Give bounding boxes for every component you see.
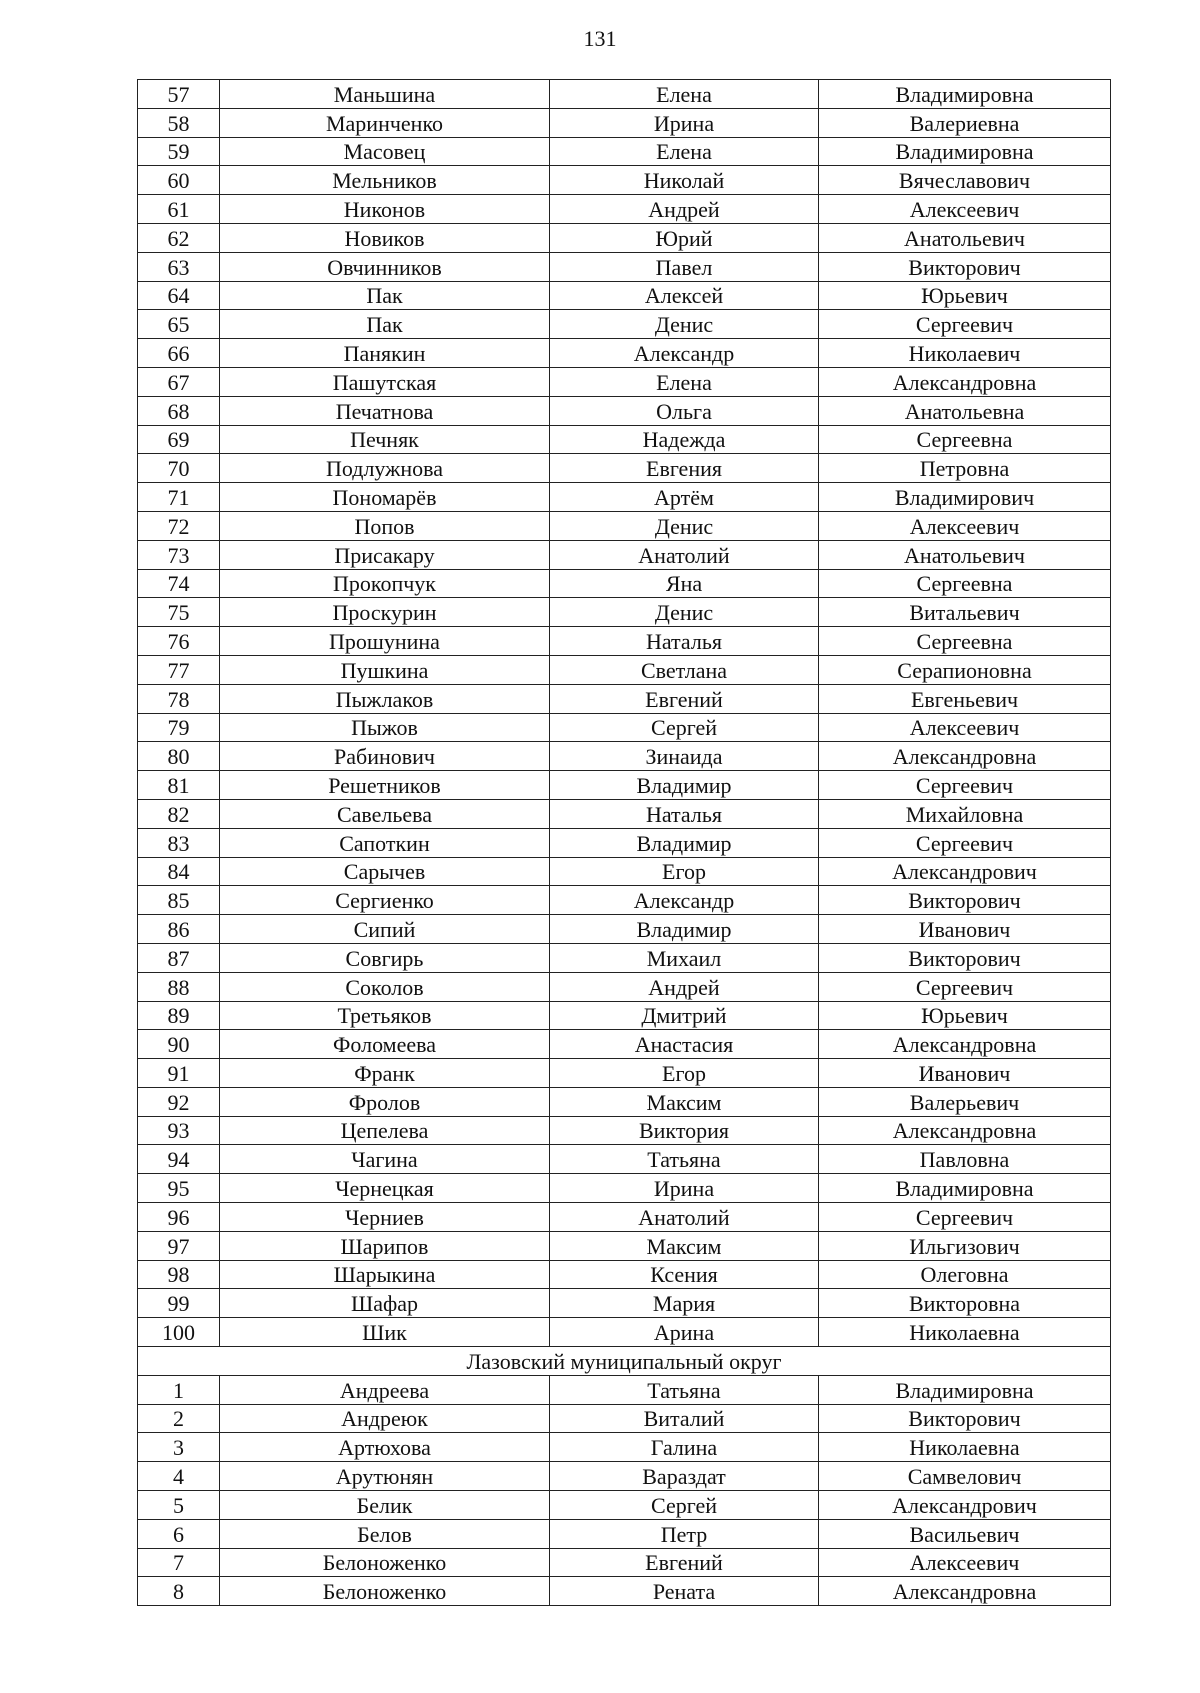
row-number-cell: 91 bbox=[138, 1059, 220, 1088]
patronymic-cell: Николаевна bbox=[819, 1433, 1111, 1462]
last-name-cell: Пономарёв bbox=[220, 483, 550, 512]
last-name-cell: Попов bbox=[220, 511, 550, 540]
table-row bbox=[138, 1116, 1111, 1145]
patronymic-cell: Викторович bbox=[819, 252, 1111, 281]
row-number-cell: 97 bbox=[138, 1231, 220, 1260]
row-number-cell: 63 bbox=[138, 252, 220, 281]
table-row bbox=[138, 569, 1111, 598]
last-name-cell: Черниев bbox=[220, 1203, 550, 1232]
patronymic-cell: Сергеевна bbox=[819, 627, 1111, 656]
table-row bbox=[138, 339, 1111, 368]
patronymic-cell: Александрович bbox=[819, 1491, 1111, 1520]
first-name-cell: Надежда bbox=[550, 425, 819, 454]
patronymic-cell: Самвелович bbox=[819, 1462, 1111, 1491]
first-name-cell: Ольга bbox=[550, 396, 819, 425]
table-row bbox=[138, 886, 1111, 915]
table-row bbox=[138, 1030, 1111, 1059]
last-name-cell: Арутюнян bbox=[220, 1462, 550, 1491]
table-row bbox=[138, 1491, 1111, 1520]
last-name-cell: Рабинович bbox=[220, 742, 550, 771]
last-name-cell: Андреюк bbox=[220, 1404, 550, 1433]
row-number-cell: 79 bbox=[138, 713, 220, 742]
table-row bbox=[138, 1548, 1111, 1577]
table-row bbox=[138, 454, 1111, 483]
table-row bbox=[138, 223, 1111, 252]
last-name-cell: Шарипов bbox=[220, 1231, 550, 1260]
last-name-cell: Белик bbox=[220, 1491, 550, 1520]
patronymic-cell: Алексеевич bbox=[819, 713, 1111, 742]
patronymic-cell: Валерьевич bbox=[819, 1087, 1111, 1116]
patronymic-cell: Витальевич bbox=[819, 598, 1111, 627]
table-row bbox=[138, 137, 1111, 166]
last-name-cell: Белов bbox=[220, 1519, 550, 1548]
row-number-cell: 65 bbox=[138, 310, 220, 339]
first-name-cell: Егор bbox=[550, 857, 819, 886]
row-number-cell: 4 bbox=[138, 1462, 220, 1491]
table-row bbox=[138, 1231, 1111, 1260]
row-number-cell: 74 bbox=[138, 569, 220, 598]
patronymic-cell: Сергеевич bbox=[819, 828, 1111, 857]
table-row bbox=[138, 1203, 1111, 1232]
table-row bbox=[138, 1519, 1111, 1548]
table-row bbox=[138, 425, 1111, 454]
first-name-cell: Елена bbox=[550, 367, 819, 396]
patronymic-cell: Владимировна bbox=[819, 80, 1111, 109]
first-name-cell: Анатолий bbox=[550, 1203, 819, 1232]
table-row bbox=[138, 1059, 1111, 1088]
last-name-cell: Третьяков bbox=[220, 1001, 550, 1030]
row-number-cell: 98 bbox=[138, 1260, 220, 1289]
table-row bbox=[138, 972, 1111, 1001]
first-name-cell: Юрий bbox=[550, 223, 819, 252]
patronymic-cell: Иванович bbox=[819, 915, 1111, 944]
table-row bbox=[138, 396, 1111, 425]
patronymic-cell: Александровна bbox=[819, 1030, 1111, 1059]
table-row bbox=[138, 713, 1111, 742]
patronymic-cell: Владимировна bbox=[819, 1375, 1111, 1404]
last-name-cell: Проскурин bbox=[220, 598, 550, 627]
row-number-cell: 8 bbox=[138, 1577, 220, 1606]
row-number-cell: 78 bbox=[138, 684, 220, 713]
last-name-cell: Фоломеева bbox=[220, 1030, 550, 1059]
row-number-cell: 85 bbox=[138, 886, 220, 915]
first-name-cell: Денис bbox=[550, 310, 819, 339]
patronymic-cell: Викторович bbox=[819, 1404, 1111, 1433]
first-name-cell: Зинаида bbox=[550, 742, 819, 771]
patronymic-cell: Юрьевич bbox=[819, 281, 1111, 310]
row-number-cell: 93 bbox=[138, 1116, 220, 1145]
table-row bbox=[138, 1260, 1111, 1289]
last-name-cell: Пыжлаков bbox=[220, 684, 550, 713]
first-name-cell: Михаил bbox=[550, 943, 819, 972]
table-row bbox=[138, 195, 1111, 224]
row-number-cell: 90 bbox=[138, 1030, 220, 1059]
patronymic-cell: Сергеевич bbox=[819, 1203, 1111, 1232]
last-name-cell: Сапоткин bbox=[220, 828, 550, 857]
last-name-cell: Белоноженко bbox=[220, 1577, 550, 1606]
row-number-cell: 95 bbox=[138, 1174, 220, 1203]
first-name-cell: Артём bbox=[550, 483, 819, 512]
first-name-cell: Евгений bbox=[550, 1548, 819, 1577]
row-number-cell: 1 bbox=[138, 1375, 220, 1404]
first-name-cell: Николай bbox=[550, 166, 819, 195]
last-name-cell: Белоноженко bbox=[220, 1548, 550, 1577]
patronymic-cell: Павловна bbox=[819, 1145, 1111, 1174]
first-name-cell: Петр bbox=[550, 1519, 819, 1548]
patronymic-cell: Александровна bbox=[819, 742, 1111, 771]
last-name-cell: Масовец bbox=[220, 137, 550, 166]
table-row bbox=[138, 367, 1111, 396]
first-name-cell: Владимир bbox=[550, 915, 819, 944]
table-row bbox=[138, 915, 1111, 944]
first-name-cell: Максим bbox=[550, 1087, 819, 1116]
last-name-cell: Решетников bbox=[220, 771, 550, 800]
patronymic-cell: Алексеевич bbox=[819, 511, 1111, 540]
row-number-cell: 92 bbox=[138, 1087, 220, 1116]
last-name-cell: Савельева bbox=[220, 799, 550, 828]
section-header-row bbox=[138, 1347, 1111, 1376]
first-name-cell: Виктория bbox=[550, 1116, 819, 1145]
table-row bbox=[138, 310, 1111, 339]
table-row bbox=[138, 684, 1111, 713]
first-name-cell: Денис bbox=[550, 598, 819, 627]
row-number-cell: 86 bbox=[138, 915, 220, 944]
first-name-cell: Ирина bbox=[550, 1174, 819, 1203]
row-number-cell: 57 bbox=[138, 80, 220, 109]
patronymic-cell: Ильгизович bbox=[819, 1231, 1111, 1260]
first-name-cell: Владимир bbox=[550, 771, 819, 800]
row-number-cell: 66 bbox=[138, 339, 220, 368]
row-number-cell: 87 bbox=[138, 943, 220, 972]
first-name-cell: Ирина bbox=[550, 108, 819, 137]
first-name-cell: Светлана bbox=[550, 655, 819, 684]
last-name-cell: Соколов bbox=[220, 972, 550, 1001]
table-row bbox=[138, 540, 1111, 569]
table-row bbox=[138, 1404, 1111, 1433]
row-number-cell: 76 bbox=[138, 627, 220, 656]
row-number-cell: 77 bbox=[138, 655, 220, 684]
last-name-cell: Чагина bbox=[220, 1145, 550, 1174]
patronymic-cell: Анатольевна bbox=[819, 396, 1111, 425]
row-number-cell: 67 bbox=[138, 367, 220, 396]
last-name-cell: Прокопчук bbox=[220, 569, 550, 598]
row-number-cell: 3 bbox=[138, 1433, 220, 1462]
first-name-cell: Евгения bbox=[550, 454, 819, 483]
row-number-cell: 61 bbox=[138, 195, 220, 224]
table-row bbox=[138, 771, 1111, 800]
first-name-cell: Дмитрий bbox=[550, 1001, 819, 1030]
row-number-cell: 72 bbox=[138, 511, 220, 540]
last-name-cell: Овчинников bbox=[220, 252, 550, 281]
last-name-cell: Сипий bbox=[220, 915, 550, 944]
last-name-cell: Никонов bbox=[220, 195, 550, 224]
last-name-cell: Андреева bbox=[220, 1375, 550, 1404]
first-name-cell: Наталья bbox=[550, 799, 819, 828]
row-number-cell: 68 bbox=[138, 396, 220, 425]
last-name-cell: Пак bbox=[220, 281, 550, 310]
table-row bbox=[138, 483, 1111, 512]
first-name-cell: Анастасия bbox=[550, 1030, 819, 1059]
row-number-cell: 71 bbox=[138, 483, 220, 512]
patronymic-cell: Валериевна bbox=[819, 108, 1111, 137]
patronymic-cell: Алексеевич bbox=[819, 1548, 1111, 1577]
first-name-cell: Сергей bbox=[550, 713, 819, 742]
row-number-cell: 2 bbox=[138, 1404, 220, 1433]
patronymic-cell: Александровна bbox=[819, 367, 1111, 396]
patronymic-cell: Евгеньевич bbox=[819, 684, 1111, 713]
patronymic-cell: Петровна bbox=[819, 454, 1111, 483]
patronymic-cell: Алексеевич bbox=[819, 195, 1111, 224]
row-number-cell: 6 bbox=[138, 1519, 220, 1548]
last-name-cell: Печняк bbox=[220, 425, 550, 454]
table-row bbox=[138, 857, 1111, 886]
roster-table-container bbox=[137, 79, 1110, 1606]
first-name-cell: Рената bbox=[550, 1577, 819, 1606]
first-name-cell: Максим bbox=[550, 1231, 819, 1260]
row-number-cell: 75 bbox=[138, 598, 220, 627]
first-name-cell: Татьяна bbox=[550, 1375, 819, 1404]
patronymic-cell: Николаевна bbox=[819, 1318, 1111, 1347]
last-name-cell: Мельников bbox=[220, 166, 550, 195]
table-row bbox=[138, 1577, 1111, 1606]
table-row bbox=[138, 108, 1111, 137]
section-title: Лазовский муниципальный округ bbox=[138, 1347, 1111, 1376]
patronymic-cell: Михайловна bbox=[819, 799, 1111, 828]
row-number-cell: 100 bbox=[138, 1318, 220, 1347]
first-name-cell: Денис bbox=[550, 511, 819, 540]
first-name-cell: Татьяна bbox=[550, 1145, 819, 1174]
last-name-cell: Маньшина bbox=[220, 80, 550, 109]
row-number-cell: 99 bbox=[138, 1289, 220, 1318]
last-name-cell: Чернецкая bbox=[220, 1174, 550, 1203]
patronymic-cell: Николаевич bbox=[819, 339, 1111, 368]
row-number-cell: 81 bbox=[138, 771, 220, 800]
first-name-cell: Александр bbox=[550, 339, 819, 368]
table-row bbox=[138, 281, 1111, 310]
table-row bbox=[138, 828, 1111, 857]
table-row bbox=[138, 655, 1111, 684]
row-number-cell: 88 bbox=[138, 972, 220, 1001]
last-name-cell: Маринченко bbox=[220, 108, 550, 137]
row-number-cell: 64 bbox=[138, 281, 220, 310]
first-name-cell: Александр bbox=[550, 886, 819, 915]
first-name-cell: Мария bbox=[550, 1289, 819, 1318]
table-row bbox=[138, 1087, 1111, 1116]
first-name-cell: Ксения bbox=[550, 1260, 819, 1289]
last-name-cell: Пак bbox=[220, 310, 550, 339]
last-name-cell: Присакару bbox=[220, 540, 550, 569]
first-name-cell: Владимир bbox=[550, 828, 819, 857]
patronymic-cell: Анатольевич bbox=[819, 223, 1111, 252]
first-name-cell: Андрей bbox=[550, 195, 819, 224]
row-number-cell: 59 bbox=[138, 137, 220, 166]
patronymic-cell: Сергеевич bbox=[819, 771, 1111, 800]
last-name-cell: Артюхова bbox=[220, 1433, 550, 1462]
table-row bbox=[138, 598, 1111, 627]
first-name-cell: Павел bbox=[550, 252, 819, 281]
patronymic-cell: Вячеславович bbox=[819, 166, 1111, 195]
first-name-cell: Анатолий bbox=[550, 540, 819, 569]
table-row bbox=[138, 1145, 1111, 1174]
last-name-cell: Печатнова bbox=[220, 396, 550, 425]
patronymic-cell: Сергеевич bbox=[819, 310, 1111, 339]
row-number-cell: 94 bbox=[138, 1145, 220, 1174]
first-name-cell: Елена bbox=[550, 137, 819, 166]
patronymic-cell: Владимировна bbox=[819, 1174, 1111, 1203]
first-name-cell: Виталий bbox=[550, 1404, 819, 1433]
patronymic-cell: Викторович bbox=[819, 886, 1111, 915]
patronymic-cell: Владимирович bbox=[819, 483, 1111, 512]
first-name-cell: Елена bbox=[550, 80, 819, 109]
table-row bbox=[138, 166, 1111, 195]
row-number-cell: 80 bbox=[138, 742, 220, 771]
first-name-cell: Наталья bbox=[550, 627, 819, 656]
first-name-cell: Евгений bbox=[550, 684, 819, 713]
table-row bbox=[138, 799, 1111, 828]
row-number-cell: 69 bbox=[138, 425, 220, 454]
table-row bbox=[138, 1289, 1111, 1318]
last-name-cell: Подлужнова bbox=[220, 454, 550, 483]
row-number-cell: 82 bbox=[138, 799, 220, 828]
patronymic-cell: Викторовна bbox=[819, 1289, 1111, 1318]
last-name-cell: Совгирь bbox=[220, 943, 550, 972]
patronymic-cell: Иванович bbox=[819, 1059, 1111, 1088]
first-name-cell: Алексей bbox=[550, 281, 819, 310]
table-row bbox=[138, 511, 1111, 540]
patronymic-cell: Александровна bbox=[819, 1116, 1111, 1145]
patronymic-cell: Серапионовна bbox=[819, 655, 1111, 684]
table-row bbox=[138, 627, 1111, 656]
patronymic-cell: Васильевич bbox=[819, 1519, 1111, 1548]
last-name-cell: Прошунина bbox=[220, 627, 550, 656]
table-row bbox=[138, 1001, 1111, 1030]
row-number-cell: 70 bbox=[138, 454, 220, 483]
row-number-cell: 60 bbox=[138, 166, 220, 195]
patronymic-cell: Сергеевна bbox=[819, 425, 1111, 454]
last-name-cell: Цепелева bbox=[220, 1116, 550, 1145]
roster-table-body bbox=[138, 80, 1111, 1606]
row-number-cell: 5 bbox=[138, 1491, 220, 1520]
first-name-cell: Галина bbox=[550, 1433, 819, 1462]
last-name-cell: Фролов bbox=[220, 1087, 550, 1116]
table-row bbox=[138, 742, 1111, 771]
roster-table bbox=[137, 79, 1111, 1606]
patronymic-cell: Александровна bbox=[819, 1577, 1111, 1606]
patronymic-cell: Александрович bbox=[819, 857, 1111, 886]
row-number-cell: 58 bbox=[138, 108, 220, 137]
last-name-cell: Шарыкина bbox=[220, 1260, 550, 1289]
table-row bbox=[138, 1433, 1111, 1462]
last-name-cell: Шик bbox=[220, 1318, 550, 1347]
last-name-cell: Пыжов bbox=[220, 713, 550, 742]
row-number-cell: 84 bbox=[138, 857, 220, 886]
last-name-cell: Сарычев bbox=[220, 857, 550, 886]
last-name-cell: Сергиенко bbox=[220, 886, 550, 915]
first-name-cell: Сергей bbox=[550, 1491, 819, 1520]
last-name-cell: Пашутская bbox=[220, 367, 550, 396]
first-name-cell: Егор bbox=[550, 1059, 819, 1088]
table-row bbox=[138, 1375, 1111, 1404]
last-name-cell: Шафар bbox=[220, 1289, 550, 1318]
row-number-cell: 7 bbox=[138, 1548, 220, 1577]
table-row bbox=[138, 943, 1111, 972]
row-number-cell: 89 bbox=[138, 1001, 220, 1030]
table-row bbox=[138, 80, 1111, 109]
patronymic-cell: Анатольевич bbox=[819, 540, 1111, 569]
row-number-cell: 73 bbox=[138, 540, 220, 569]
row-number-cell: 96 bbox=[138, 1203, 220, 1232]
first-name-cell: Арина bbox=[550, 1318, 819, 1347]
first-name-cell: Андрей bbox=[550, 972, 819, 1001]
table-row bbox=[138, 1462, 1111, 1491]
patronymic-cell: Олеговна bbox=[819, 1260, 1111, 1289]
first-name-cell: Яна bbox=[550, 569, 819, 598]
table-row bbox=[138, 252, 1111, 281]
row-number-cell: 62 bbox=[138, 223, 220, 252]
patronymic-cell: Юрьевич bbox=[819, 1001, 1111, 1030]
last-name-cell: Франк bbox=[220, 1059, 550, 1088]
last-name-cell: Пушкина bbox=[220, 655, 550, 684]
patronymic-cell: Сергеевна bbox=[819, 569, 1111, 598]
last-name-cell: Панякин bbox=[220, 339, 550, 368]
first-name-cell: Вараздат bbox=[550, 1462, 819, 1491]
page-number: 131 bbox=[583, 26, 617, 51]
patronymic-cell: Сергеевич bbox=[819, 972, 1111, 1001]
table-row bbox=[138, 1318, 1111, 1347]
table-row bbox=[138, 1174, 1111, 1203]
patronymic-cell: Викторович bbox=[819, 943, 1111, 972]
row-number-cell: 83 bbox=[138, 828, 220, 857]
last-name-cell: Новиков bbox=[220, 223, 550, 252]
patronymic-cell: Владимировна bbox=[819, 137, 1111, 166]
